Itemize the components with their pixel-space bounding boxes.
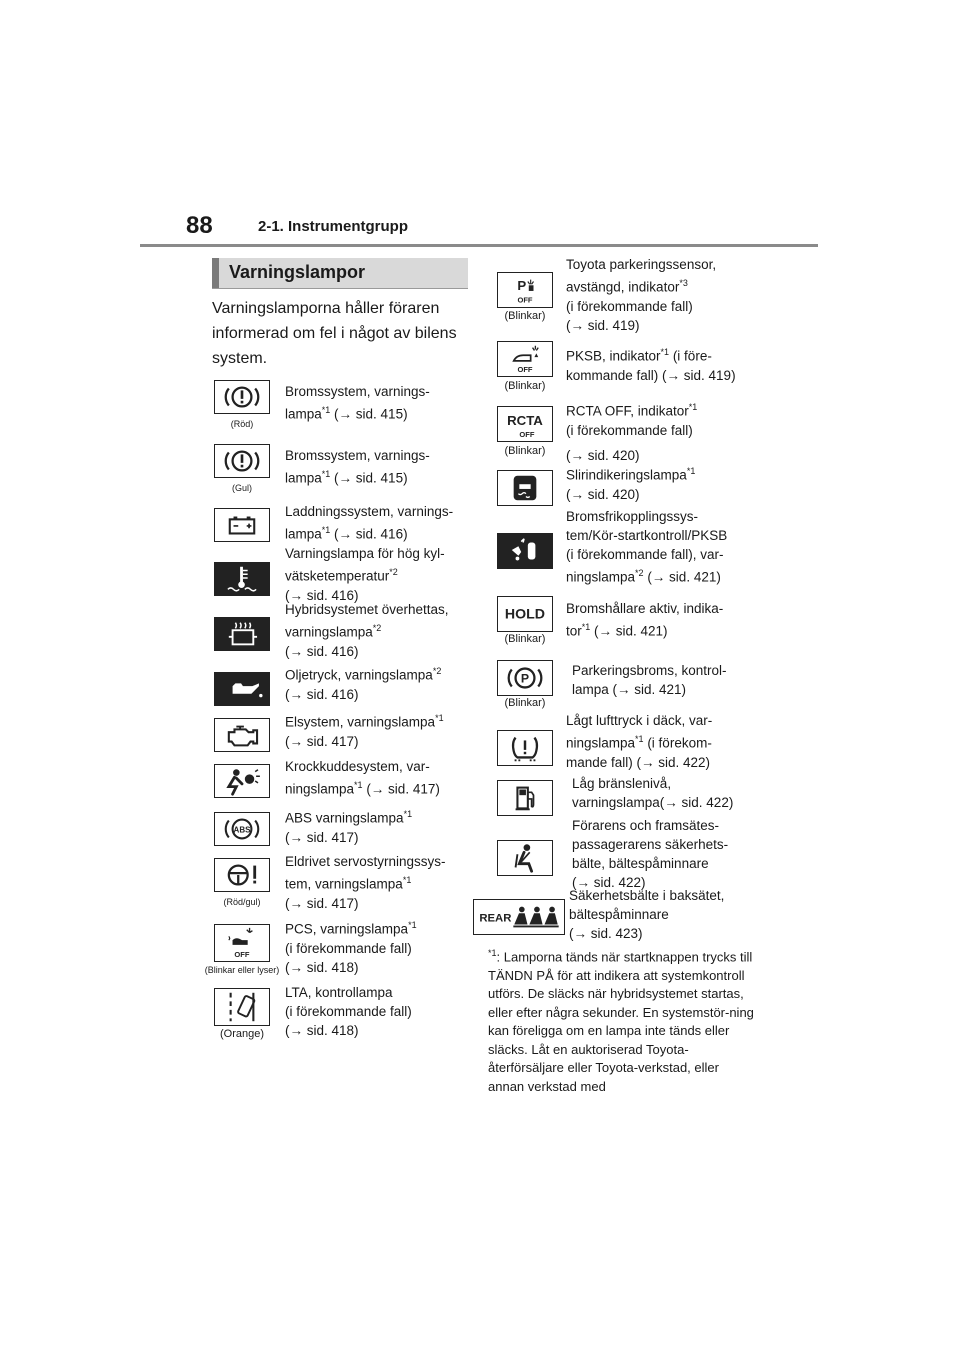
lamp-description: Säkerhetsbälte i baksätet, bältespåminnare (→ sid. 423) [569, 888, 725, 941]
lamp-description: Eldrivet servostyrningssys- tem, varningslampa$^{*1}$ (→ sid. 417) [285, 854, 446, 911]
slip-indicator-icon [497, 470, 553, 506]
pksb-off-icon [497, 341, 553, 377]
footnote-marker: *1 [488, 948, 497, 958]
lamp-description: Elsystem, varningslampa$^{*1}$ (→ sid. 417) [285, 713, 444, 749]
lamp-caption: (Röd/gul) [223, 897, 261, 907]
header-rule [140, 244, 818, 247]
section-divider [212, 288, 468, 289]
section-title: Varningslampor [229, 262, 366, 282]
lamp-description: PCS, varningslampa$^{*1}$ (i förekommande fall) (→ sid. 418) [285, 920, 417, 975]
lamp-caption: (Blinkar) [504, 633, 546, 645]
brake-override-icon [497, 533, 553, 569]
lamp-description: Hybridsystemet överhettas, varningslampa$^{*2}$ (→ sid. 416) [285, 602, 449, 659]
p-label: P [520, 671, 530, 686]
lane-trace-icon [214, 988, 270, 1026]
rcta-off-icon [497, 406, 553, 442]
footnote-text: : Lamporna tänds när startknappen trycks till TÄNDN PÅ för att indikera att systemkontroll utförs. De släcks när hybridsystemet startas, eller efter några sekunder. En systemstör-ning kan föreligga om en lampa inte tänds eller släcks. Låt en auktoriserad Toyota-återförsäljare eller Toyota-verkstad, eller annan verkstad med [488, 949, 754, 1094]
lamp-description: Slirindikeringslampa$^{*1}$ (→ sid. 420) [566, 466, 696, 502]
off-label: OFF [519, 430, 535, 440]
brake-warning-icon [214, 380, 270, 414]
rcta-label: RCTA [507, 412, 543, 428]
lamp-caption: (Röd) [230, 419, 254, 429]
seatbelt-icon [497, 840, 553, 876]
off-label: OFF [517, 365, 533, 375]
lamp-description: ABS varningslampa$^{*1}$ (→ sid. 417) [285, 809, 413, 845]
lamp-description: Lågt lufttryck i däck, var- ningslampa$^{*1}$ (i förekom- mande fall) (→ sid. 422) [566, 713, 713, 770]
lamp-description: LTA, kontrollampa (i förekommande fall) (→ sid. 418) [285, 985, 412, 1038]
brake-warning-icon [214, 444, 270, 478]
airbag-icon [214, 764, 270, 798]
fuel-icon [497, 780, 553, 816]
p-label: P [517, 278, 527, 293]
section-intro: Varningslamporna håller föraren informerad om fel i något av bilens system. [212, 300, 457, 367]
rear-seatbelt-icon [473, 899, 565, 935]
lamp-caption: (Blinkar) [504, 697, 546, 709]
oil-pressure-icon [214, 672, 270, 706]
steering-warning-icon [214, 858, 270, 892]
lamp-description: Varningslampa för hög kyl- vätsketemperatur$^{*2}$ (→ sid. 416) [285, 546, 445, 603]
lamp-caption: (Blinkar) [504, 445, 546, 457]
brake-hold-icon [497, 596, 553, 632]
hold-label: HOLD [504, 606, 546, 623]
footnote [488, 944, 758, 1096]
lamp-description: Laddningssystem, varnings- lampa$^{*1}$ (→ sid. 416) [285, 504, 454, 542]
engine-icon [214, 718, 270, 752]
lamp-description: PKSB, indikator$^{*1}$ (i före- kommande fall) (→ sid. 419) [566, 347, 736, 383]
lamp-caption: (Orange) [219, 1028, 265, 1040]
lamp-caption: (Gul) [232, 483, 252, 493]
coolant-temperature-icon [214, 562, 270, 596]
pcs-off-icon [214, 924, 270, 962]
chapter-title: 2-1. Instrumentgrupp [258, 218, 409, 235]
abs-icon-label: ABS [233, 825, 251, 835]
off-label: OFF [234, 950, 250, 960]
lamp-description: Oljetryck, varningslampa$^{*2}$ (→ sid. 416) [285, 666, 442, 702]
parking-brake-icon [497, 660, 553, 696]
hybrid-overheat-icon [214, 617, 270, 651]
lamp-description: Toyota parkeringssensor, avstängd, indikator$^{*3}$ (i förekommande fall) (→ sid. 419) [566, 257, 717, 333]
lamp-description: RCTA OFF, indikator$^{*1}$ (i förekommande fall) (→ sid. 420) [566, 402, 698, 463]
lamp-description: Bromssystem, varnings- lampa$^{*1}$ (→ sid. 415) [285, 448, 430, 486]
lamp-description: Bromsfrikopplingssys- tem/Kör-startkontroll/PKSB (i förekommande fall), var- ningslampa$^{*2}$ (→ sid. 421) [566, 509, 728, 585]
off-label: OFF [517, 295, 533, 305]
lamp-caption: (Blinkar) [504, 310, 546, 322]
section-heading [212, 258, 468, 288]
lamp-description: Parkeringsbroms, kontrol- lampa (→ sid. 421) [572, 663, 727, 697]
lamp-description: Bromssystem, varnings- lampa$^{*1}$ (→ sid. 415) [285, 384, 430, 422]
lamp-description: Bromshållare aktiv, indika- tor$^{*1}$ (→ sid. 421) [566, 601, 724, 639]
lamp-description: Förarens och framsätes- passagerarens säkerhets- bälte, bältespåminnare (→ sid. 422) [572, 818, 729, 890]
parking-sensor-off-icon [497, 272, 553, 308]
page-number: 88 [186, 212, 213, 239]
lamp-caption: (Blinkar) [504, 380, 546, 392]
abs-icon [214, 812, 270, 846]
lamp-description: Krockkuddesystem, var- ningslampa$^{*1}$ (→ sid. 417) [285, 759, 440, 797]
rear-label: REAR [479, 912, 512, 925]
tire-pressure-icon [497, 730, 553, 766]
lamp-description: Låg bränslenivå, varningslampa(→ sid. 422) [572, 776, 734, 810]
lamp-caption: (Blinkar eller lyser) [204, 965, 280, 975]
battery-icon [214, 508, 270, 542]
